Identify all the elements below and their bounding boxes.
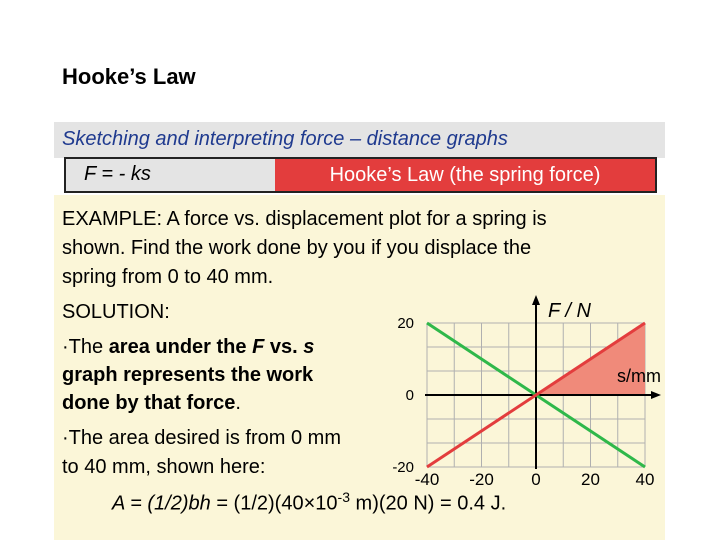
x-tick-label: -40 bbox=[414, 470, 440, 489]
bullet-1-line-2: graph represents the work bbox=[62, 364, 314, 386]
equation-text: F = - ks bbox=[84, 163, 151, 185]
formula-bh: bh bbox=[188, 492, 211, 515]
y-axis-label: F / N bbox=[548, 300, 591, 322]
example-line-1: EXAMPLE: A force vs. displacement plot for a spring is bbox=[62, 208, 547, 230]
x-axis-arrow bbox=[651, 391, 661, 399]
formula-exponent: -3 bbox=[337, 489, 350, 505]
bullet-1-line-1 bbox=[62, 336, 314, 359]
x-axis-label: s/mm bbox=[617, 366, 661, 386]
formula-mid: = (1/2)(40 bbox=[210, 492, 304, 515]
example-line-3: spring from 0 to 40 mm. bbox=[62, 266, 274, 288]
x-tick-label: 0 bbox=[531, 470, 541, 489]
bullet-1-s: s bbox=[303, 336, 315, 358]
work-formula bbox=[112, 489, 506, 516]
x-tick-label: -20 bbox=[469, 470, 494, 489]
formula-end: m)(20 N) = 0.4 J. bbox=[349, 492, 507, 515]
bullet-1-bold: area under the bbox=[108, 336, 253, 358]
law-label: Hooke’s Law (the spring force) bbox=[275, 159, 655, 191]
bullet-1-f: F bbox=[252, 336, 265, 358]
bullet-1-line-3-end: . bbox=[235, 392, 241, 414]
subtitle: Sketching and interpreting force – distance graphs bbox=[62, 128, 508, 150]
bullet-1-vs: vs. bbox=[264, 336, 304, 358]
bullet-1-prefix: ·The bbox=[62, 336, 109, 358]
example-line-2: shown. Find the work done by you if you displace the bbox=[62, 237, 532, 259]
y-tick-label: 0 bbox=[405, 387, 414, 404]
y-tick-label: 20 bbox=[397, 315, 414, 332]
formula-prefix: A = (1/2) bbox=[112, 492, 189, 515]
bullet-1-line-3 bbox=[62, 392, 241, 415]
y-axis-arrow bbox=[532, 295, 540, 305]
x-tick-label: 20 bbox=[581, 470, 600, 489]
solution-label: SOLUTION: bbox=[62, 301, 170, 323]
slide-title: Hooke’s Law bbox=[62, 64, 196, 89]
x-tick-label: 40 bbox=[635, 470, 655, 489]
bullet-2-line-2: to 40 mm, shown here: bbox=[62, 456, 266, 478]
bullet-1-line-3-bold: done by that force bbox=[62, 392, 236, 414]
formula-ten: 10 bbox=[315, 492, 338, 515]
y-tick-label: -20 bbox=[392, 459, 414, 476]
bullet-2-line-1: ·The area desired is from 0 mm bbox=[62, 427, 341, 449]
formula-times: × bbox=[303, 492, 316, 515]
